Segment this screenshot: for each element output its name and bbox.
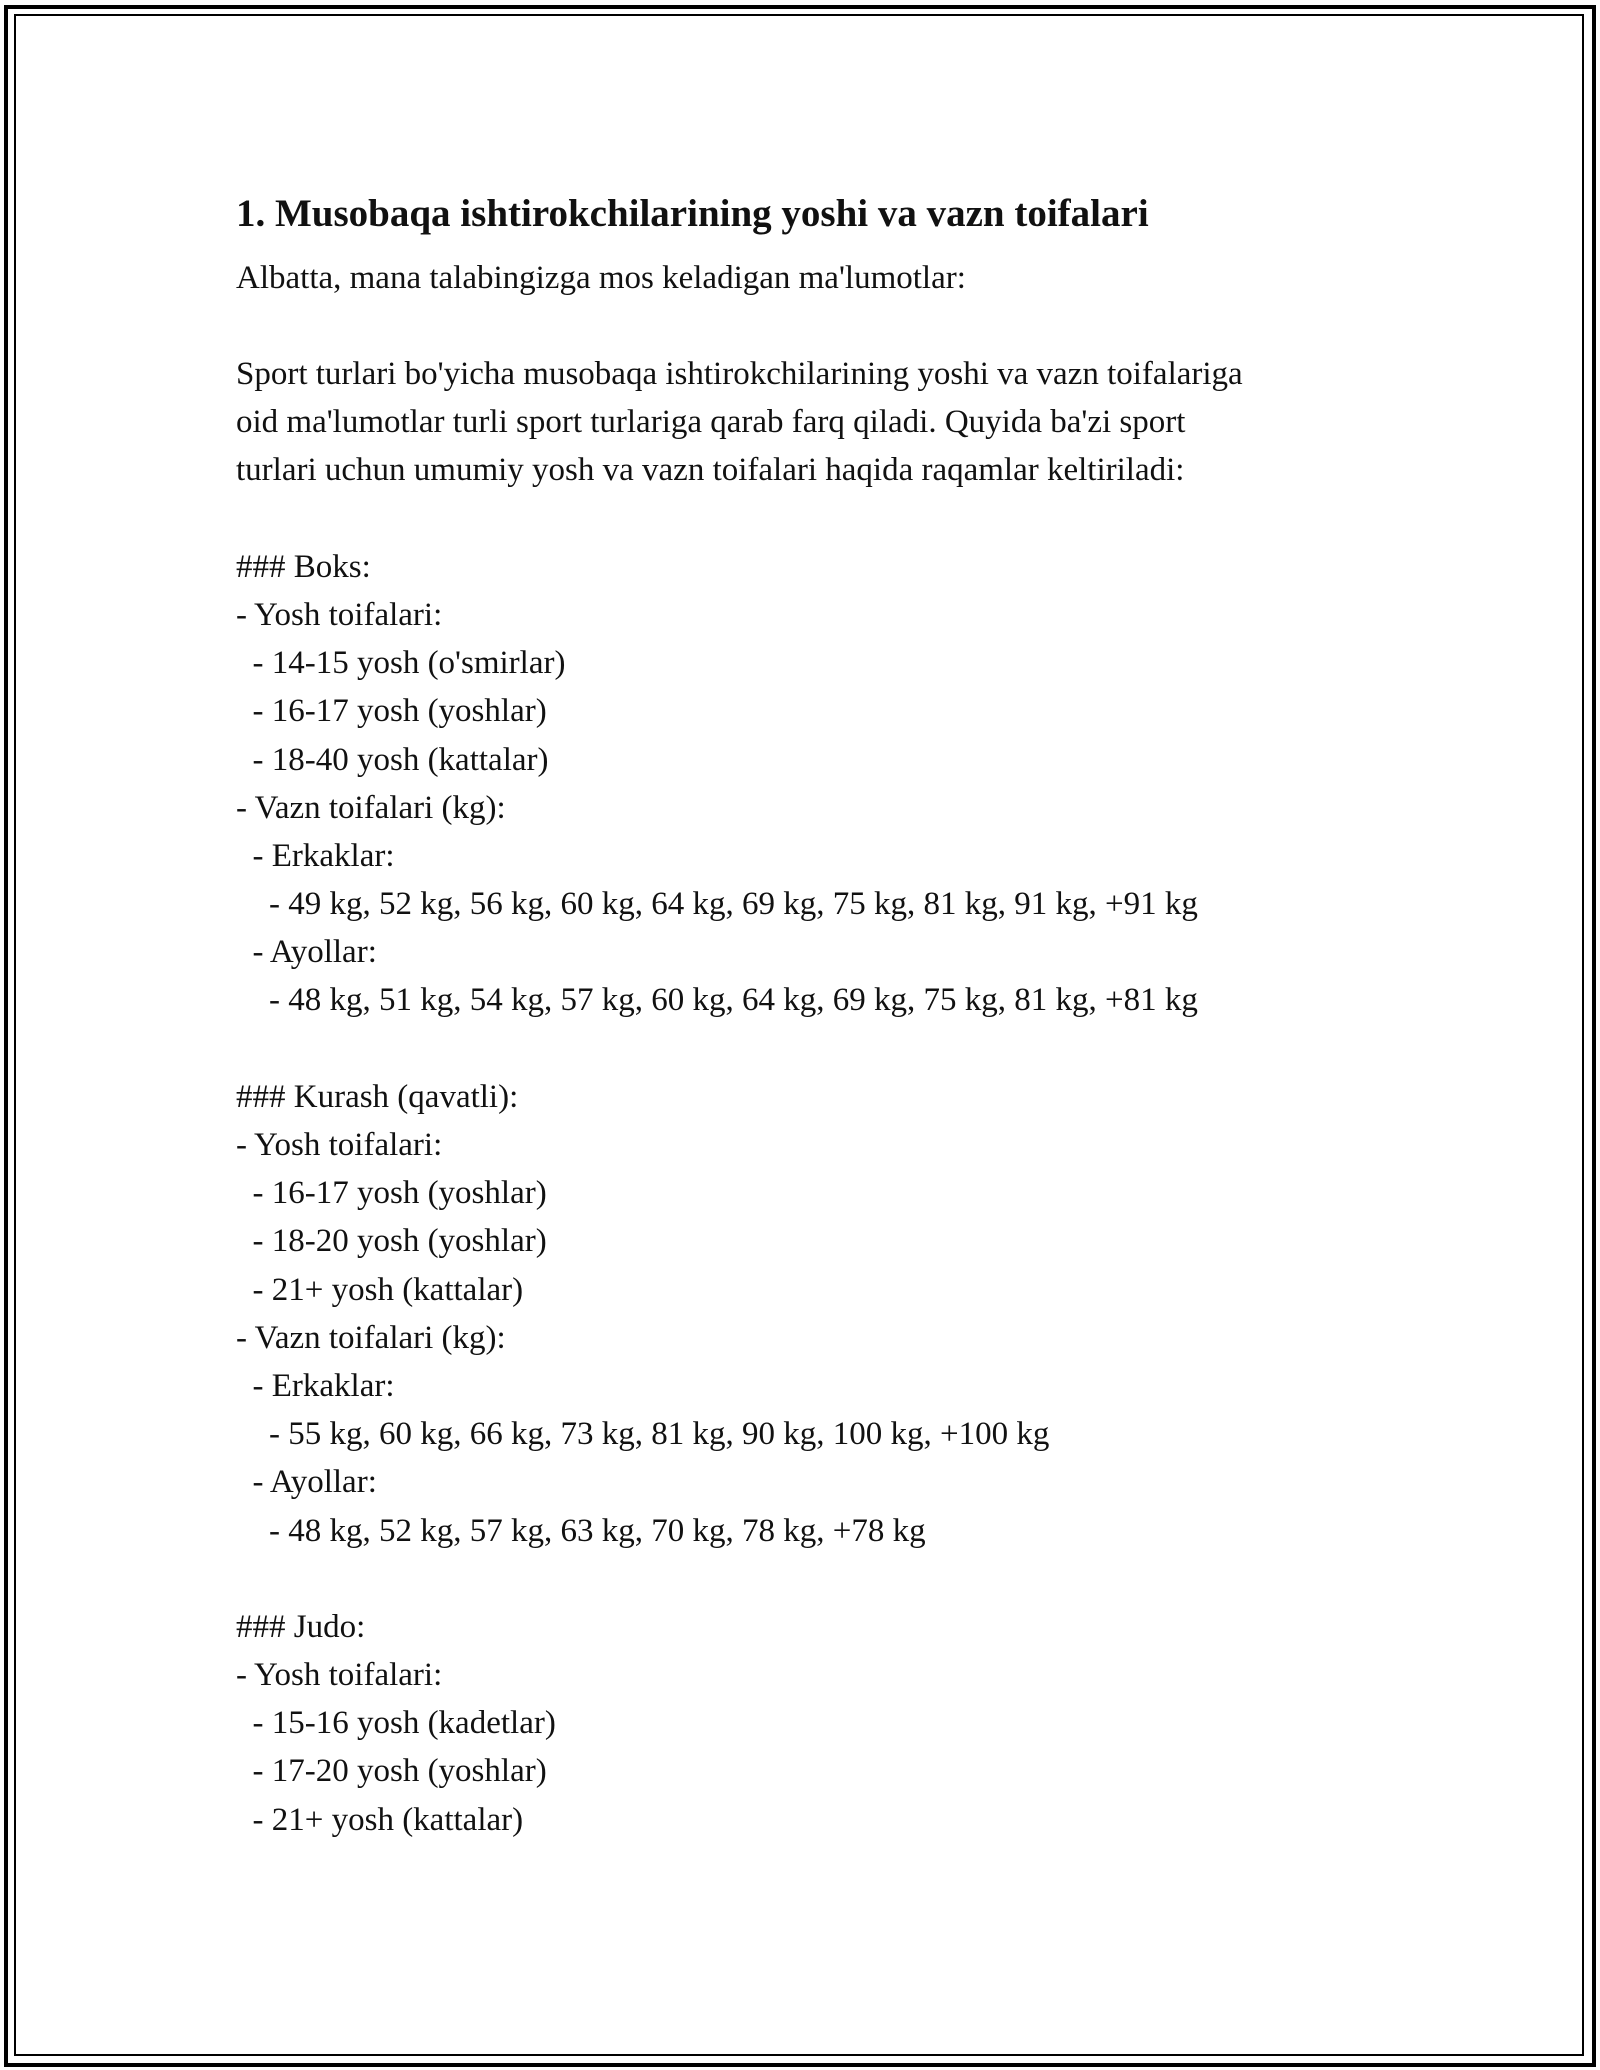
- text-line: - Yosh toifalari:: [236, 1127, 443, 1163]
- text-line: - 21+ yosh (kattalar): [236, 1801, 524, 1838]
- text-line: - 16-17 yosh (yoshlar): [236, 693, 547, 730]
- blank-line: [236, 495, 1386, 543]
- text-line: - 17-20 yosh (yoshlar): [236, 1753, 547, 1790]
- document-content: [236, 186, 1386, 1844]
- text-line: - Erkaklar:: [236, 1367, 395, 1404]
- sport-heading-line: ### Judo:: [236, 1608, 366, 1645]
- text-line: - Vazn toifalari (kg):: [236, 1319, 506, 1356]
- text-line: - 16-17 yosh (yoshlar): [236, 1175, 547, 1212]
- intro-paragraph: Albatta, mana talabingizga mos keladigan ma'lumotlar:: [236, 260, 966, 296]
- blank-line: [236, 1025, 1386, 1073]
- text-line: Sport turlari bo'yicha musobaqa ishtirokchilarining yoshi va vazn toifalariga: [236, 356, 1243, 392]
- text-line: - Ayollar:: [236, 1464, 377, 1501]
- text-line: - 55 kg, 60 kg, 66 kg, 73 kg, 81 kg, 90 kg, 100 kg, +100 kg: [236, 1416, 1050, 1453]
- text-line: - 21+ yosh (kattalar): [236, 1271, 524, 1308]
- text-line: - 48 kg, 51 kg, 54 kg, 57 kg, 60 kg, 64 kg, 69 kg, 75 kg, 81 kg, +81 kg: [236, 982, 1198, 1019]
- text-line: - Ayollar:: [236, 934, 377, 971]
- text-line: - 18-40 yosh (kattalar): [236, 741, 549, 778]
- text-line: - 15-16 yosh (kadetlar): [236, 1705, 556, 1742]
- text-line: - 18-20 yosh (yoshlar): [236, 1223, 547, 1260]
- text-line: - Yosh toifalari:: [236, 1657, 443, 1694]
- text-line: turlari uchun umumiy yosh va vazn toifalari haqida raqamlar keltiriladi:: [236, 452, 1185, 489]
- sport-heading-line: ### Boks:: [236, 548, 371, 585]
- section-heading: 1. Musobaqa ishtirokchilarining yoshi va vazn toifalari: [236, 192, 1149, 235]
- text-line: oid ma'lumotlar turli sport turlariga qarab farq qiladi. Quyida ba'zi sport: [236, 404, 1186, 441]
- text-line: - 48 kg, 52 kg, 57 kg, 63 kg, 70 kg, 78 kg, +78 kg: [236, 1512, 926, 1549]
- text-line: - 14-15 yosh (o'smirlar): [236, 645, 566, 682]
- blank-line: [236, 1555, 1386, 1603]
- sport-heading-line: ### Kurash (qavatli):: [236, 1078, 519, 1115]
- text-line: - Erkaklar:: [236, 837, 395, 874]
- document-body: [236, 350, 1386, 1844]
- text-line: - Yosh toifalari:: [236, 596, 443, 633]
- text-line: - 49 kg, 52 kg, 56 kg, 60 kg, 64 kg, 69 kg, 75 kg, 81 kg, 91 kg, +91 kg: [236, 886, 1198, 923]
- text-line: - Vazn toifalari (kg):: [236, 789, 506, 826]
